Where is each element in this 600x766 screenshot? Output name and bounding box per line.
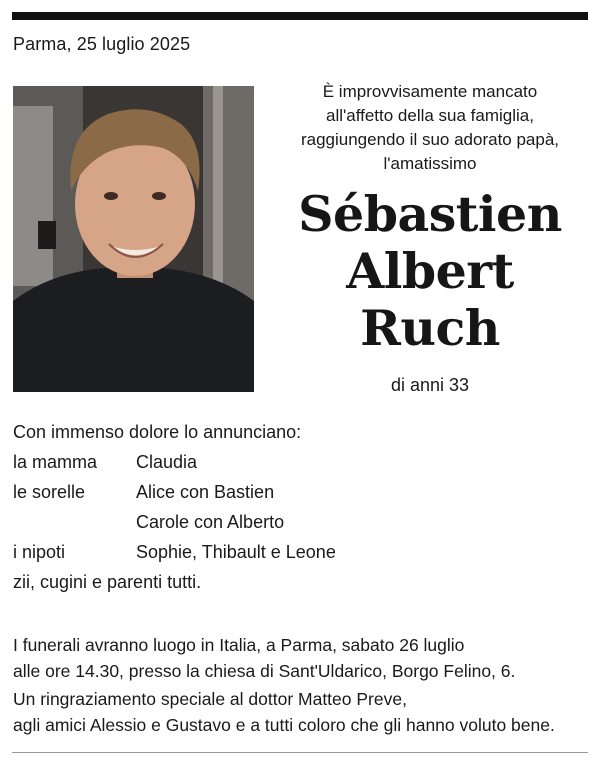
relative-names: Alice con Bastien: [136, 482, 275, 502]
funeral-line: alle ore 14.30, presso la chiesa di Sant'Uldarico, Borgo Felino, 6.: [13, 661, 516, 681]
relative-names: Sophie, Thibault e Leone: [136, 542, 336, 562]
relative-names: Claudia: [136, 452, 198, 472]
middle-name: Albert: [346, 242, 514, 300]
relation-label: la mamma: [13, 452, 98, 472]
thanks-text: [13, 686, 555, 738]
last-name: Ruch: [360, 299, 500, 357]
portrait-photo: [13, 86, 254, 392]
first-name: Sébastien: [298, 185, 562, 243]
intro-line: all'affetto della sua famiglia,: [325, 106, 534, 125]
intro-line: È improvvisamente mancato: [322, 82, 538, 101]
intro-line: raggiungendo il suo adorato papà,: [300, 130, 560, 149]
relation-label: le sorelle: [13, 482, 86, 502]
age: di anni 33: [390, 375, 470, 395]
funeral-line: I funerali avranno luogo in Italia, a Parma, sabato 26 luglio: [13, 635, 465, 655]
intro-text: [270, 80, 590, 176]
other-relatives: zii, cugini e parenti tutti.: [13, 572, 202, 592]
place-date: Parma, 25 luglio 2025: [13, 34, 191, 54]
announcement-heading: Con immenso dolore lo annunciano:: [13, 422, 302, 442]
funeral-info: [13, 632, 515, 684]
top-divider: [12, 12, 588, 20]
thanks-line: agli amici Alessio e Gustavo e a tutti coloro che gli hanno voluto bene.: [13, 715, 555, 735]
relative-names: Carole con Alberto: [136, 512, 285, 532]
relation-label: i nipoti: [13, 542, 66, 562]
thanks-line: Un ringraziamento speciale al dottor Matteo Preve,: [13, 689, 407, 709]
intro-line: l'amatissimo: [383, 154, 477, 173]
bottom-divider: [12, 752, 588, 753]
deceased-name: [270, 186, 590, 357]
